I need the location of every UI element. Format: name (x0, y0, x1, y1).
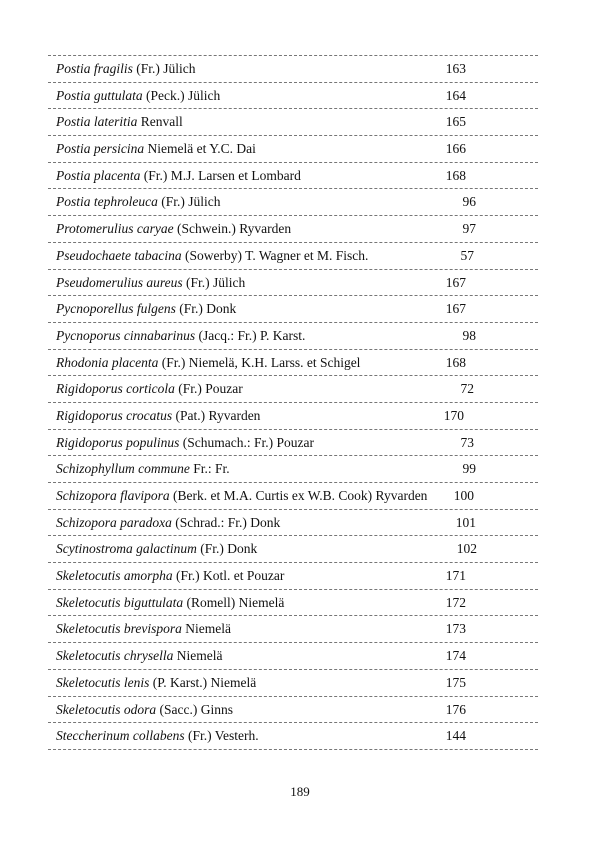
authority: (Fr.) Niemelä, K.H. Larss. et Schigel (161, 354, 361, 370)
species-name (56, 434, 314, 451)
species-name (56, 300, 236, 317)
authority: (Berk. et M.A. Curtis ex W.B. Cook) Ryvarden (173, 488, 428, 503)
species-name (56, 701, 233, 718)
species-name (56, 140, 256, 157)
authority: (Fr.) Jülich (186, 274, 246, 290)
species-name (56, 327, 305, 344)
authority: (Fr.) Jülich (136, 61, 196, 76)
authority: Niemelä (185, 621, 231, 637)
index-row (48, 296, 538, 323)
species-name (56, 540, 257, 557)
species-name (56, 380, 243, 397)
index-row (48, 83, 538, 110)
species-name (56, 193, 220, 210)
authority: (Fr.) M.J. Larsen et Lombard (143, 167, 301, 183)
index-row (48, 643, 538, 670)
page-reference: 102 (456, 541, 477, 557)
binomial: Skeletocutis odora (56, 701, 157, 717)
authority: (Fr.) Kotl. et Pouzar (175, 568, 285, 584)
page-reference: 173 (445, 621, 466, 637)
species-name (56, 60, 196, 77)
binomial: Rigidoporus corticola (56, 381, 175, 397)
species-name (56, 514, 280, 531)
binomial: Skeletocutis biguttulata (56, 594, 184, 610)
page-reference: 73 (460, 434, 474, 450)
binomial: Pseudochaete tabacina (56, 247, 182, 263)
binomial: Scytinostroma galactinum (56, 541, 197, 557)
species-index-list (48, 55, 538, 750)
page-reference: 174 (445, 648, 466, 664)
page-reference: 176 (445, 701, 466, 717)
binomial: Pycnoporellus fulgens (56, 301, 176, 317)
page-reference: 167 (445, 301, 466, 317)
authority: (Fr.) Donk (200, 541, 258, 557)
index-row (48, 163, 538, 190)
page-reference: 98 (462, 327, 476, 343)
binomial: Skeletocutis lenis (56, 674, 150, 690)
page-reference: 100 (453, 488, 474, 503)
index-row (48, 243, 538, 270)
authority: (Jacq.: Fr.) P. Karst. (198, 327, 306, 343)
binomial: Postia fragilis (56, 61, 133, 76)
authority: Niemelä (176, 648, 223, 664)
index-row (48, 670, 538, 697)
index-row (48, 723, 538, 750)
species-name (56, 567, 284, 584)
binomial: Rigidoporus populinus (56, 434, 180, 450)
binomial: Postia guttulata (56, 87, 143, 103)
binomial: Schizopora flavipora (56, 488, 170, 503)
page-reference: 170 (443, 407, 464, 423)
authority: (Sacc.) Ginns (159, 701, 233, 717)
authority: (Schrad.: Fr.) Donk (175, 514, 281, 530)
species-name (56, 354, 360, 371)
page-reference: 97 (462, 221, 476, 237)
page-reference: 99 (462, 461, 476, 477)
index-row (48, 697, 538, 724)
authority: (Schwein.) Ryvarden (176, 221, 292, 237)
authority: (Pat.) Ryvarden (175, 407, 261, 423)
index-row (48, 136, 538, 163)
species-name (56, 274, 245, 291)
page-reference: 165 (445, 114, 466, 130)
page-reference: 57 (460, 247, 474, 263)
page-reference: 172 (445, 594, 466, 610)
binomial: Skeletocutis brevispora (56, 621, 182, 637)
index-row (48, 510, 538, 537)
page-reference: 175 (445, 674, 466, 690)
index-row (48, 216, 538, 243)
binomial: Skeletocutis chrysella (56, 648, 174, 664)
index-row (48, 376, 538, 403)
species-name (56, 647, 222, 664)
page-reference: 72 (460, 381, 474, 397)
binomial: Steccherinum collabens (56, 728, 185, 744)
index-row (48, 189, 538, 216)
binomial: Postia tephroleuca (56, 194, 158, 210)
index-row (48, 270, 538, 297)
species-name (56, 87, 220, 104)
binomial: Rigidoporus crocatus (56, 407, 173, 423)
species-name (56, 247, 368, 264)
index-row (48, 323, 538, 350)
species-name (56, 113, 183, 130)
authority: (Fr.) Vesterh. (187, 728, 259, 744)
index-row (48, 563, 538, 590)
binomial: Skeletocutis amorpha (56, 568, 173, 584)
authority: Fr.: Fr. (193, 461, 230, 477)
page-reference: 144 (445, 728, 466, 744)
authority: (Fr.) Donk (179, 301, 237, 317)
index-row (48, 56, 538, 83)
page-reference: 168 (445, 354, 466, 370)
species-name (56, 167, 301, 184)
page-reference: 164 (445, 87, 466, 103)
binomial: Pseudomerulius aureus (56, 274, 183, 290)
species-name (56, 407, 260, 424)
index-row (48, 483, 538, 510)
binomial: Postia placenta (56, 167, 141, 183)
page-number: 189 (290, 784, 310, 799)
species-name (56, 487, 427, 504)
authority: (Fr.) Pouzar (178, 381, 243, 397)
index-row (48, 350, 538, 377)
authority: (Schumach.: Fr.) Pouzar (182, 434, 314, 450)
page-reference: 168 (445, 167, 466, 183)
page-reference: 166 (445, 141, 466, 157)
index-row (48, 616, 538, 643)
authority: (Sowerby) T. Wagner et M. Fisch. (184, 247, 369, 263)
binomial: Schizophyllum commune (56, 461, 190, 477)
authority: Niemelä et Y.C. Dai (147, 141, 256, 157)
page-reference: 171 (445, 568, 466, 584)
page-reference: 163 (445, 61, 466, 76)
species-name (56, 220, 291, 237)
index-row (48, 536, 538, 563)
binomial: Schizopora paradoxa (56, 514, 172, 530)
species-name (56, 620, 231, 637)
authority: Renvall (140, 114, 183, 130)
binomial: Postia persicina (56, 141, 145, 157)
index-row (48, 456, 538, 483)
authority: (Fr.) Jülich (161, 194, 221, 210)
authority: (P. Karst.) Niemelä (152, 674, 257, 690)
binomial: Pycnoporus cinnabarinus (56, 327, 196, 343)
index-row (48, 403, 538, 430)
index-row (48, 590, 538, 617)
authority: (Romell) Niemelä (186, 594, 285, 610)
page-reference: 101 (455, 514, 476, 530)
species-name (56, 674, 256, 691)
index-row (48, 430, 538, 457)
species-name (56, 594, 284, 611)
species-name (56, 727, 259, 744)
authority: (Peck.) Jülich (146, 87, 221, 103)
binomial: Rhodonia placenta (56, 354, 159, 370)
binomial: Postia lateritia (56, 114, 138, 130)
page-reference: 167 (445, 274, 466, 290)
index-row (48, 109, 538, 136)
page-reference: 96 (462, 194, 476, 210)
binomial: Protomerulius caryae (56, 221, 174, 237)
species-name (56, 460, 230, 477)
